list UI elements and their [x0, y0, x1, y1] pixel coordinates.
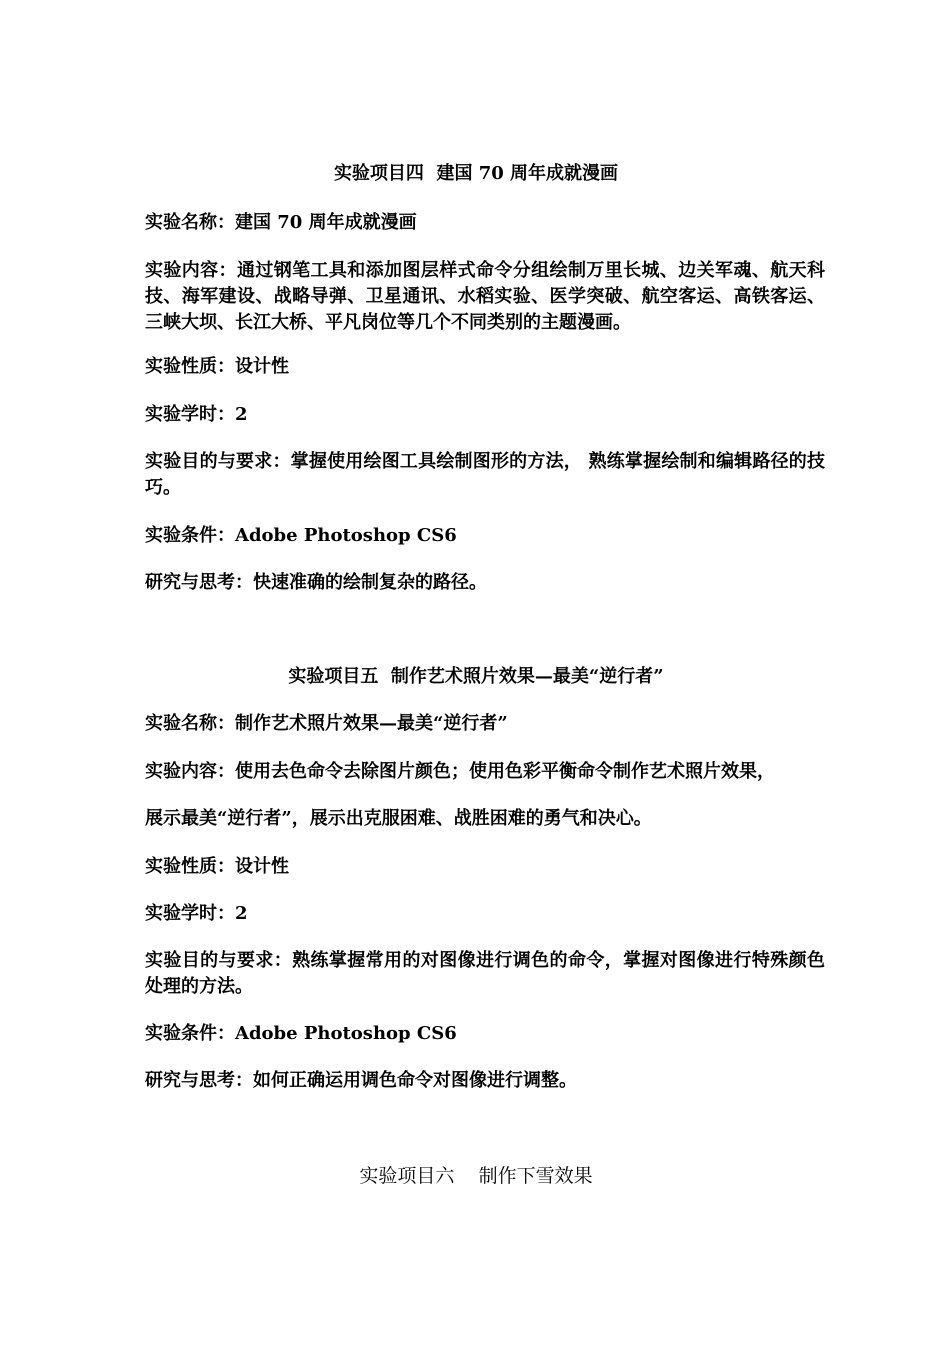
section4-nature: 实验性质：设计性: [145, 356, 289, 377]
section6-title: 实验项目六 制作下雪效果: [359, 1165, 593, 1187]
section4-goal: 实验目的与要求：掌握使用绘图工具绘制图形的方法， 熟练掌握绘制和编辑路径的技巧。: [145, 451, 825, 498]
section5-content-line1: 实验内容：使用去色命令去除图片颜色；使用色彩平衡命令制作艺术照片效果，: [145, 761, 775, 782]
section4-name: 实验名称：建国 70 周年成就漫画: [145, 212, 417, 233]
section5-research: 研究与思考：如何正确运用调色命令对图像进行调整。: [145, 1070, 577, 1091]
section4-conditions: 实验条件：Adobe Photoshop CS6: [145, 525, 457, 546]
section4-research: 研究与思考：快速准确的绘制复杂的路径。: [145, 572, 487, 593]
section5-name: 实验名称：制作艺术照片效果—最美“逆行者”: [145, 713, 508, 734]
section5-title: 实验项目五 制作艺术照片效果—最美“逆行者”: [288, 666, 664, 687]
section4-content: 实验内容：通过钢笔工具和添加图层样式命令分组绘制万里长城、边关军魂、航天科技、海军建设、战略导弹、卫星通讯、水稻实验、医学突破、航空客运、高铁客运、三峡大坝、长江大桥、平凡岗位等几个不同类别的主题漫画。: [145, 260, 825, 333]
section4-title: 实验项目四 建国 70 周年成就漫画: [333, 163, 619, 184]
section4-hours: 实验学时：2: [145, 404, 248, 425]
section5-conditions: 实验条件：Adobe Photoshop CS6: [145, 1023, 457, 1044]
section5-hours: 实验学时：2: [145, 903, 248, 924]
section5-content-line2: 展示最美“逆行者”，展示出克服困难、战胜困难的勇气和决心。: [145, 808, 652, 829]
section5-goal: 实验目的与要求：熟练掌握常用的对图像进行调色的命令，掌握对图像进行特殊颜色处理的方法。: [145, 950, 825, 997]
section5-nature: 实验性质：设计性: [145, 856, 289, 877]
